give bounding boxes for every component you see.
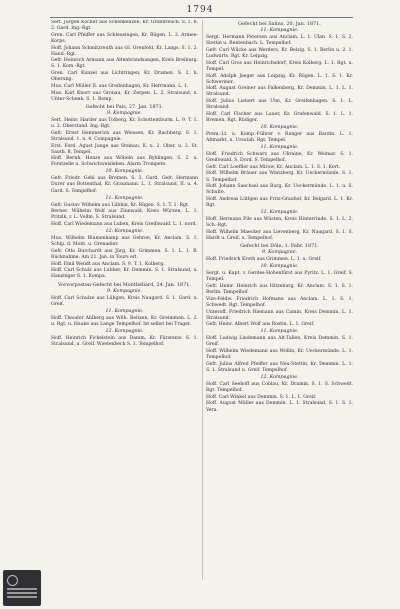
section-subheading: 12. Kompagnie.	[105, 328, 144, 334]
roster-entry: Hoff. Andreas Lüthjen aus Fritz-Grauhof, Kr. Belgard. L. 1. Kr. Rgt.	[206, 197, 353, 209]
roster-entry: Hoff. Theodor Ahlberg aus Wilh. Beitzen, Kr. Greimmen. L. 2. u. Rgt. u. Hauke aus Lange Tempelhof. Ist selbst bei Traget.	[51, 315, 198, 327]
section-subheading: 11. Kompagnie.	[105, 308, 144, 314]
right-column	[206, 20, 353, 580]
section-heading: Gefecht bei Pais, 27. Jan. 1871.	[85, 103, 164, 110]
roster-entry: Hoff. Johann Schmitzreuth aus Gl. Grenfeld, Kr. Langs. S. 1. 2. Hand.-Rgt.	[51, 45, 198, 57]
roster-entry: Hoff. Carl Winkel aus Demmin. S. 1. L. 1. Greif.	[206, 394, 317, 400]
roster-entry: Hoff. Carl Wiedemann aus Luben, Kreis Greifswald. L. 1. nord.	[51, 222, 198, 228]
roster-entry: Hoff. Carl Fischer aus Lauer, Kr. Grafenwald. S. 1. L. 1. Bremen. Rgt. Rüdiger.	[206, 111, 353, 123]
roster-entry: Gefr. Otto Burchardt aus Jürg, Kr. Grimmen. S. 1. L. 1. R. Rücknahme. Am 21. Jan. in Tours erl.	[51, 248, 198, 260]
roster-entry: Hoff. Carl Seehoff aus Coblau, Kr. Dramin. S. 1. S. Schwedt. Rgt. Tempelhof.	[206, 382, 353, 394]
roster-entry: Sergt. u. Kapt. v. Gerdes-Hohenfürst aus Pyritz. L. 1. Greif. S. Tempel.	[206, 271, 353, 283]
roster-entry: Hoff. Johann Saechsel aus Burg, Kr. Ueckermünde. L. 1. u. S. Schulte.	[206, 184, 353, 196]
roster-entry: Hoff. Carl Gros aus Heinrichsdorf, Kreis Kolberg. L. 1. Rgt. u. Tempel.	[206, 60, 353, 72]
section-heading: Gefecht bei Salins, 20. Jan. 1871.	[238, 21, 321, 28]
roster-entry: Hoff. Ludwig Lindemann aus Alt-Tallen, Kreis Demmin. S. 1. Greif.	[206, 336, 353, 348]
roster-entry: Sergt. Hermann Petersen aus Anclam. L. 1. Ulan. S. 1. S. 2. Stettin u. Rentenbach. L. Tempelhof.	[206, 35, 353, 47]
section-subheading: 11. Kompagnie.	[105, 195, 144, 201]
roster-entry: Gefr. Heinrich Armann aus Altenbrandsangen, Kreis Breiburg. S. 1. Kom.-Rgt.	[51, 58, 198, 70]
roster-entry: Prem.-Lt. u. Komp.-Führer v. Ranger aus Bardin. L. 1. Altmarkt, u. Ursulah. Rgt. Tempel.	[206, 131, 353, 144]
logo-text-lines	[7, 588, 37, 600]
section-subheading: 11. Kompagnie.	[260, 329, 299, 335]
roster-entry: Erst. Ford. Agust Junge aus Steinau, K. u. 2. Ober. u. 2. St. Sauth. 8. Tempel.	[51, 143, 198, 155]
roster-entry: Berner. Wilhelm Wolf aus Zinnwald, Kreis Würzen. L. 1. Pritzlk, r. L. Vollm. S. Stralsund.	[51, 209, 198, 221]
roster-entry: Hoff. Bernh. Henze aus Wöbeln aus Ryhlingen. S. 2. u. Forstzelle u. Schwichweisleben. Alarm Trompete.	[51, 156, 198, 168]
roster-entry: Gren. Carl Kunzel aus Lichtringen, Kr. Dramen. S. 2. h. Oberung.	[51, 71, 198, 83]
roster-entry: Gefr. Julius Alfred Pfeiffer aus Neu-Stettin, Kr. Demmin. L. 1. S. 1. Stralsund u. Greif. Tempelhof.	[206, 361, 353, 374]
roster-entry: Hoff. August Greiner aus Falkenberg, Kr. Demmin. L. 1. L. 1. Stralsund.	[206, 86, 353, 98]
roster-entry: Vize-Feldw. Friedrich Hofmann aus Anclam. L. 1. S. 1. Schwedt. Rgt. Tempelhof.	[206, 296, 353, 308]
section-subheading: 12. Kompagnie.	[260, 375, 299, 381]
roster-entry: Hoff. Emil Wendt aus Anclam. S. 9. T. 1. Kolberg.	[51, 261, 165, 267]
roster-entry: Gefr. Friedr. Gehl aus Bremen. S. 3. Gard. Gefr. Hermann Durer aus Bottenthal, Kr. Graumann. L. 1. Stralsund, II. u. 4. Gard. S. Tempelhof.	[51, 176, 198, 194]
roster-entry: Gefr. Heinr. Heinrich aus Hitzeburg, Kr. Anclam. S. 1. S. 1. Berlin. Tempelhof.	[206, 284, 353, 296]
library-logo	[3, 570, 41, 606]
section-heading: Vorvorposten-Gefecht bei Montbéliard, 24. Jan. 1871.	[58, 281, 191, 288]
section-subheading: 11. Kompagnie.	[260, 145, 299, 151]
section-subheading: 9. Kompagnie.	[107, 111, 142, 117]
roster-entry: Gren. Carl Pfeiffer aus Schleusingen, Kr. Rügen. L. 2. Armee-Korps.	[51, 32, 198, 44]
roster-entry: Mus. Wilhelm Blumenkamp aus Gehren, Kr. Anclam. S. 1. Schlp. d. Mont. u. Grenadier.	[51, 236, 198, 248]
roster-entry: Hoff. Julius Liebert aus Ulm, Kr. Greifenhagen. S. 1. L. Stralsund.	[206, 99, 353, 111]
logo-mark-icon	[7, 575, 18, 586]
section-subheading: 10. Kompagnie.	[105, 169, 144, 175]
roster-entry: Gefr. Carl Loeffler aus Mirow, Kr. Anclam. L. 1. S. 1. Kort.	[206, 164, 341, 170]
section-subheading: 9. Kompagnie.	[107, 288, 142, 294]
roster-entry: Hoff. Friedrich Schwarz aus Ukraine, Kr. Weimar. S. 1. Greifswald. S. Dord. S. Tempelhof.	[206, 152, 353, 164]
roster-entry: Hoff. Adolph Jaeger aus Leipzig, Kr. Rügen. L. 1. S. 1. Kr. Schweriner.	[206, 73, 353, 85]
section-subheading: 10. Kompagnie.	[260, 125, 299, 131]
roster-entry: Gefr. Heinr. Albert Wolf aus Rostin. L. 1. Greif.	[206, 322, 315, 328]
roster-entry: Hoff. Wilhelm Bräuer aus Wintzberg, Kr. Ueckermünde. S. 1. S. Tempelhof.	[206, 171, 353, 183]
roster-entry: Unteroff. Friedrich Riemann aus Camin, Kreis Demmin. L. 1. Stralsund.	[206, 309, 353, 321]
roster-entry: Hoff. Hermann Pile aus Wüsten, Kreis Hinterrinde. S. 1. L. 2. Sch.-Rgt.	[206, 217, 353, 229]
page-number: 1794	[186, 5, 214, 15]
roster-entry: Sert. Heinr. Harder aus Tolberg, Kr. Schottenthurm. L. 9. T. 1. u. 2. Oberstand. Ing.-Rgt.	[51, 117, 198, 130]
roster-entry: Hoff. Carl Schulze aus Lübgen, Kreis Naugard. S. 1. Gard. u. Greif.	[51, 295, 198, 307]
section-subheading: 9. Kompagnie.	[262, 250, 297, 256]
column-divider	[202, 20, 203, 580]
section-subheading: 12. Kompagnie.	[105, 229, 144, 235]
section-subheading: 11. Kompagnie.	[260, 28, 299, 34]
roster-entry: Hoff. Heinrich Fickelstein aus Damm, Kr. Fürstenw. S. 1. Stralsund, u. Greif. Wiedenbeck S. 1. Tempelhof.	[51, 335, 198, 347]
roster-entry: Hoff. Carl Schulz aus Lubber, Kr. Demmin. S. 1. Stralsund, u. Hanzinger S. 1. Kompa.	[51, 268, 198, 280]
section-subheading: 10. Kompagnie.	[260, 264, 299, 270]
roster-entry: Gefr. Gustav Wilhelm aus Lübbin, Kr. Rügen. S. 1. T. 1. Rgt.	[51, 202, 190, 208]
section-subheading: 12. Kompagnie.	[260, 210, 299, 216]
roster-entry: Mus. Karl Knorr aus Gronau, Kr. Zerpen. L. 2. Stralsund, n. Unter-Schenk. S. 1. Romp.	[51, 90, 198, 102]
roster-entry: Hoff. Wilhelm Wiedemann aus Wollin, Kr. Ueckermünde. L. 1. Tempelhof.	[206, 349, 353, 361]
roster-entry: Hoff. Friedrich Kroth aus Grimmen. L. 1. u. Greif.	[206, 257, 322, 263]
roster-entry: Gefr. Carl Wilcke aus Werders, Kr. Belzig. S. 1. Berlin u. 2. 1. Ludwarts. Rgt. Kr. Leipzig.	[206, 47, 353, 60]
left-column	[51, 20, 198, 540]
roster-entry: Sert. Jürgen Kocher aus Schenkenzell, Kr. Großbreuch. S. 1. h. 2. Gard. Ing.-Rgt.	[51, 20, 198, 32]
section-heading: Gefecht bei Dôle, 1. Febr. 1871.	[240, 243, 319, 250]
header-rule	[50, 17, 353, 18]
roster-entry: Gefr. Ernst Hemmerich aus Weissen, Kr. Rachberg. S. 1. Stralsund, 1. u. 4. Compagnie.	[51, 130, 198, 142]
roster-entry: Hoff. August Müller aus Demmin. L. 1. Stralsund, S. 1. S. 1. Vera.	[206, 401, 353, 413]
roster-entry: Hoff. Wilhelm Maecker aus Lievenberg, Kr. Naugard. S. 1. S. Hardt u. Greif, u. Tempelhof.	[206, 229, 353, 241]
roster-entry: Mus. Carl Müller II. aus Greifenhagen, Kr. Herrmann. L. 1.	[51, 83, 189, 89]
